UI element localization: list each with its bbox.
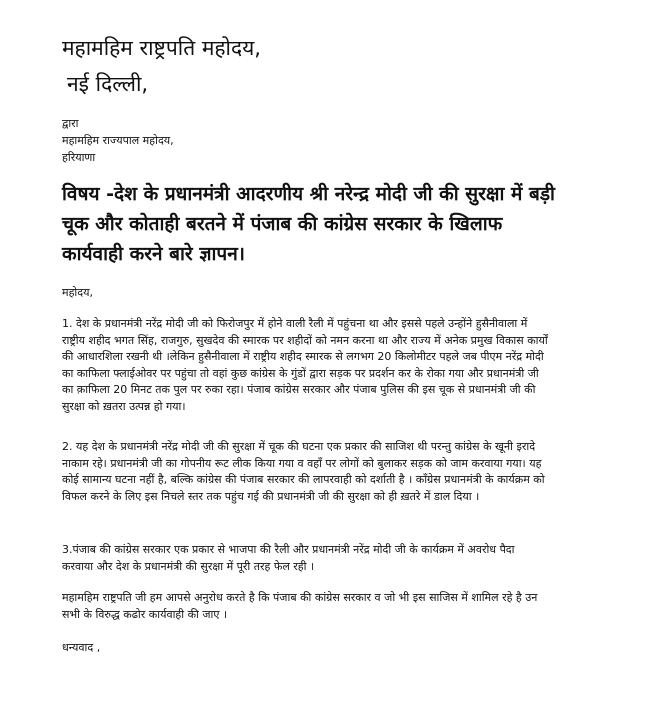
paragraph-line: कोई सामान्य घटना नहीं है, बल्कि कांग्रेस की पंजाब सरकार की लापरवाही को दर्शाती है । कॉंग्रेस प्रधानमंत्री के कार्यक्रम को (62, 473, 545, 487)
paragraph-line: महामहिम राष्ट्रपति जी हम आपसे अनुरोध करते है कि पंजाब की कांग्रेस सरकार व जो भी इस साजिस में शामिल रहे है उन (62, 591, 538, 604)
via-place: हरियाणा (62, 151, 96, 164)
greeting: महोदय, (62, 286, 93, 299)
paragraph-line: करवाया और देश के प्रधानमंत्री की सुरक्षा में पूरी तरह फेल रही । (62, 559, 315, 573)
salutation-line-2: नई दिल्ली, (67, 72, 149, 96)
paragraph-1 (62, 316, 592, 416)
paragraph-line: सभी के विरुद्ध कढोर कार्यवाही की जाए । (62, 607, 228, 621)
paragraph-line: 1. देश के प्रधानमंत्री नरेंद्र मोदी जी को फिरोजपुर में होने वाली रैली में पहुंचना था और इससे पहले उन्होंने हुसैनीवाला में (62, 317, 528, 330)
paragraph-line: 3.पंजाब की कांग्रेस सरकार एक प्रकार से भाजपा की रैली और प्रधानमंत्री नरेंद्र मोदी जी के कार्यक्रम में अवरोध पैदा (62, 543, 515, 556)
paragraph-line: का क़ाफिला 20 मिनट तक पुल पर रुका रहा। पंजाब कांग्रेस सरकार और पंजाब पुलिस की इस चूक से प्रधानमंत्री जी की (62, 383, 536, 397)
paragraph-line: की आधारशिला रखनी थी ।लेकिन हुसैनीवाला में राष्ट्रीय शहीद स्मारक से लगभग 20 किलोमीटर पहले जब पीएम नरेंद्र मोदी (62, 350, 544, 364)
paragraph-line: 2. यह देश के प्रधानमंत्री नरेंद्र मोदी जी की सुरक्षा में चूक की घटना एक प्रकार की साजिश थी परन्तु कांग्रेस के खूनी इरादे (62, 440, 536, 453)
via-name: महामहिम राज्यपाल महोदय, (62, 134, 174, 147)
paragraph-2 (62, 439, 592, 505)
paragraph-line: का काफिला फ्लाईओवर पर पहुंचा तो वहां कुछ कांग्रेस के गुंडों द्वारा सड़क पर प्रदर्शन कर के रोका गया और प्रधानमंत्री जी (62, 366, 539, 380)
paragraph-line: विफल करने के लिए इस निचले स्तर तक पहुंच गई की प्रधानमंत्री जी की सुरक्षा को ही ख़तरे में डाल दिया । (62, 489, 480, 503)
subject-line: कार्यवाही करने बारे ज्ञापन। (62, 243, 245, 265)
paragraph-line: सुरक्षा को ख़तरा उत्पन्न हो गया। (62, 399, 186, 413)
subject-line: विषय -देश के प्रधानमंत्री आदरणीय श्री नरेन्द्र मोदी जी की सुरक्षा में बड़ी (62, 183, 555, 205)
subject-heading (62, 179, 622, 269)
paragraph-line: राष्ट्रीय शहीद भगत सिंह, राजगुरु, सुखदेव की स्मारक पर शहीदों को नमन करना था और राज्य में अनेक प्रमुख विकास कार्यों (62, 333, 548, 347)
via-label: द्वारा (62, 117, 79, 130)
paragraph-3 (62, 542, 592, 575)
closing: धन्यवाद , (62, 641, 101, 654)
paragraph-line: नाकाम रहे। प्रधानमंत्री जी का गोपनीय रूट लीक किया गया व वहाँ पर लोगों को बुलाकर सड़क को जाम करवाया गया। यह (62, 456, 542, 470)
subject-line: चूक और कोताही बरतने में पंजाब की कांग्रेस सरकार के खिलाफ (62, 213, 503, 235)
paragraph-4 (62, 590, 592, 623)
salutation-line-1: महामहिम राष्ट्रपति महोदय, (62, 36, 261, 60)
